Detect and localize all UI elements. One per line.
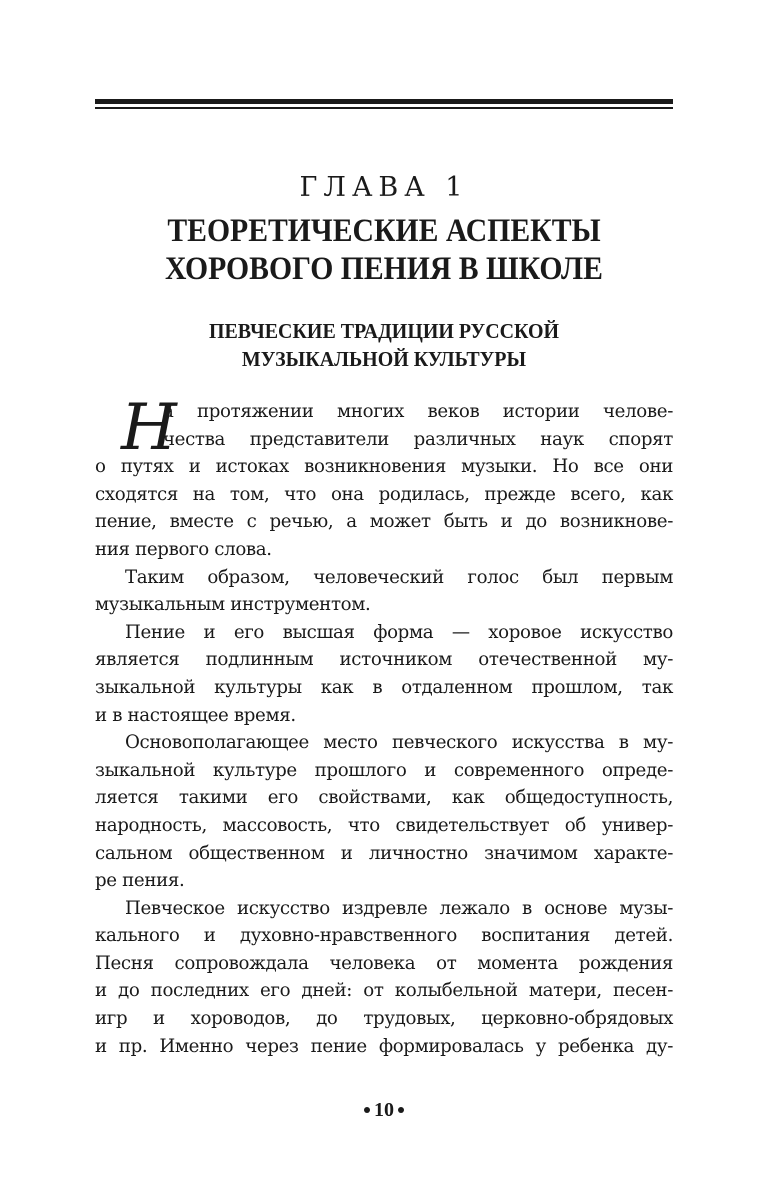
text-line: Пение и его высшая форма — хоровое искусство [125, 621, 673, 643]
text-line: Песня сопровождала человека от момента рождения [95, 952, 673, 974]
section-title-line-2: МУЗЫКАЛЬНОЙ КУЛЬТУРЫ [241, 347, 527, 371]
drop-cap: Н [121, 391, 177, 465]
chapter-label: ГЛАВА 1 [299, 172, 469, 203]
paragraph-3 [95, 619, 673, 729]
text-line: сальном общественном и личностно значимом характе- [95, 842, 673, 864]
text-line: народность, массовость, что свидетельствует об универ- [95, 814, 673, 836]
text-line: и до последних его дней: от колыбельной матери, песен- [95, 980, 673, 1002]
text-line: и пр. Именно через пение формировалась у ребенка ду- [95, 1035, 673, 1057]
paragraph-2 [95, 564, 673, 619]
text-line: и в настоящее время. [95, 704, 296, 726]
bullet-dot-right [398, 1107, 404, 1113]
header-rule-thin [95, 107, 673, 109]
text-line: игр и хороводов, до трудовых, церковно-обрядовых [95, 1008, 673, 1030]
section-title-line-1: ПЕВЧЕСКИЕ ТРАДИЦИИ РУССКОЙ [208, 319, 560, 343]
paragraph-5 [95, 895, 673, 1061]
text-line: ния первого слова. [95, 538, 272, 560]
page-number [0, 1099, 768, 1122]
page-number-value: 10 [374, 1099, 394, 1121]
bullet-dot-left [364, 1107, 370, 1113]
text-line: зыкальной культуре прошлого и современного опреде- [95, 759, 673, 781]
text-line: пение, вместе с речью, а может быть и до возникнове- [95, 511, 673, 533]
text-line: ляется такими его свойствами, как общедоступность, [95, 787, 673, 809]
body-text [95, 391, 673, 1060]
text-line: кального и духовно-нравственного воспитания детей. [95, 925, 673, 947]
chapter-title [38, 212, 729, 288]
text-line: сходятся на том, что она родилась, прежде всего, как [95, 483, 673, 505]
text-line: чества представители различных наук спорят [163, 428, 673, 450]
chapter-title-line-1: ТЕОРЕТИЧЕСКИЕ АСПЕКТЫ [167, 213, 601, 249]
text-line: Певческое искусство издревле лежало в основе музы- [125, 897, 673, 919]
text-line: Основополагающее место певческого искусства в му- [125, 732, 673, 754]
text-line: о путях и истоках возникновения музыки. Но все они [95, 456, 673, 478]
section-title [19, 317, 749, 373]
text-line: ре пения. [95, 870, 185, 892]
chapter-title-line-2: ХОРОВОГО ПЕНИЯ В ШКОЛЕ [165, 251, 603, 287]
text-line: зыкальной культуры как в отдаленном прошлом, так [95, 676, 673, 698]
paragraph-1 [95, 391, 673, 564]
text-line: а протяжении многих веков истории челове- [163, 401, 673, 422]
paragraph-4 [95, 729, 673, 895]
text-line: музыкальным инструментом. [95, 594, 371, 616]
header-rule [95, 99, 673, 109]
text-line: является подлинным источником отечественной му- [95, 649, 673, 671]
text-line: Таким образом, человеческий голос был первым [125, 566, 673, 588]
